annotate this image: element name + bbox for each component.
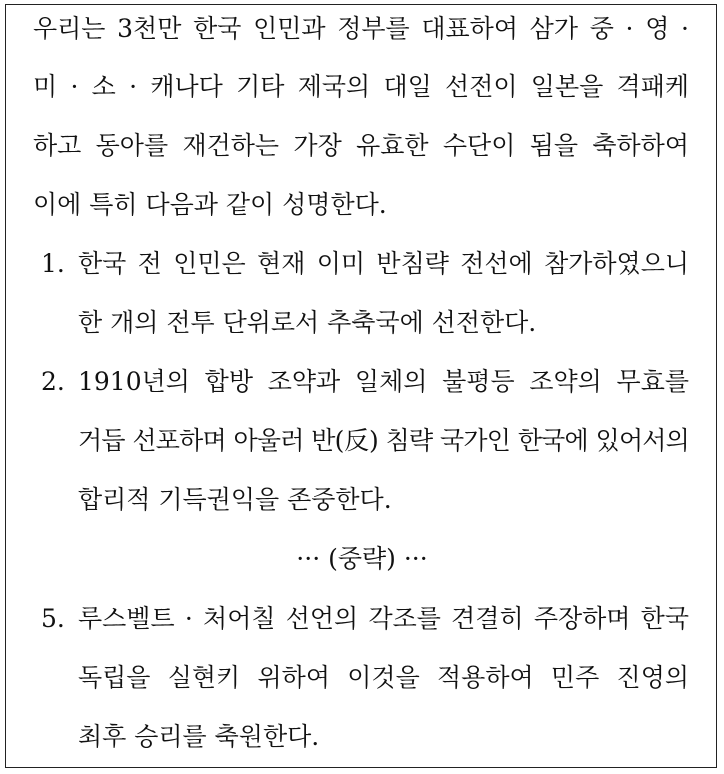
item-1-line-2: 한 개의 전투 단위로서 추축국에 선전한다.	[78, 308, 537, 337]
item-5-line-1: 루스벨트 · 처어칠 선언의 각조를 견결히 주장하며 한국	[78, 604, 689, 633]
item-2-number: 2.	[41, 367, 65, 396]
item-1-line-1: 한국 전 인민은 현재 이미 반침략 전선에 참가하였으니	[78, 249, 689, 278]
item-5-line-3: 최후 승리를 축원한다.	[78, 722, 320, 751]
intro-line-3: 하고 동아를 재건하는 가장 유효한 수단이 됨을 축하하여	[33, 131, 689, 160]
item-5-number: 5.	[41, 604, 65, 633]
item-2-line-2: 거듭 선포하며 아울러 반(反) 침략 국가인 한국에 있어서의	[78, 426, 689, 455]
intro-line-1: 우리는 3천만 한국 인민과 정부를 대표하여 삼가 중 · 영 ·	[33, 14, 689, 43]
document-frame	[5, 4, 717, 768]
intro-line-4: 이에 특히 다음과 같이 성명한다.	[33, 190, 387, 219]
item-1-number: 1.	[41, 249, 65, 278]
item-5-line-2: 독립을 실현키 위하여 이것을 적용하여 민주 진영의	[78, 663, 689, 692]
item-2-line-3: 합리적 기득권익을 존중한다.	[78, 485, 392, 514]
omission-marker: ··· (중략) ···	[296, 544, 428, 573]
intro-line-2: 미 · 소 · 캐나다 기타 제국의 대일 선전이 일본을 격패케	[33, 72, 689, 101]
item-2-line-1: 1910년의 합방 조약과 일체의 불평등 조약의 무효를	[78, 367, 689, 396]
